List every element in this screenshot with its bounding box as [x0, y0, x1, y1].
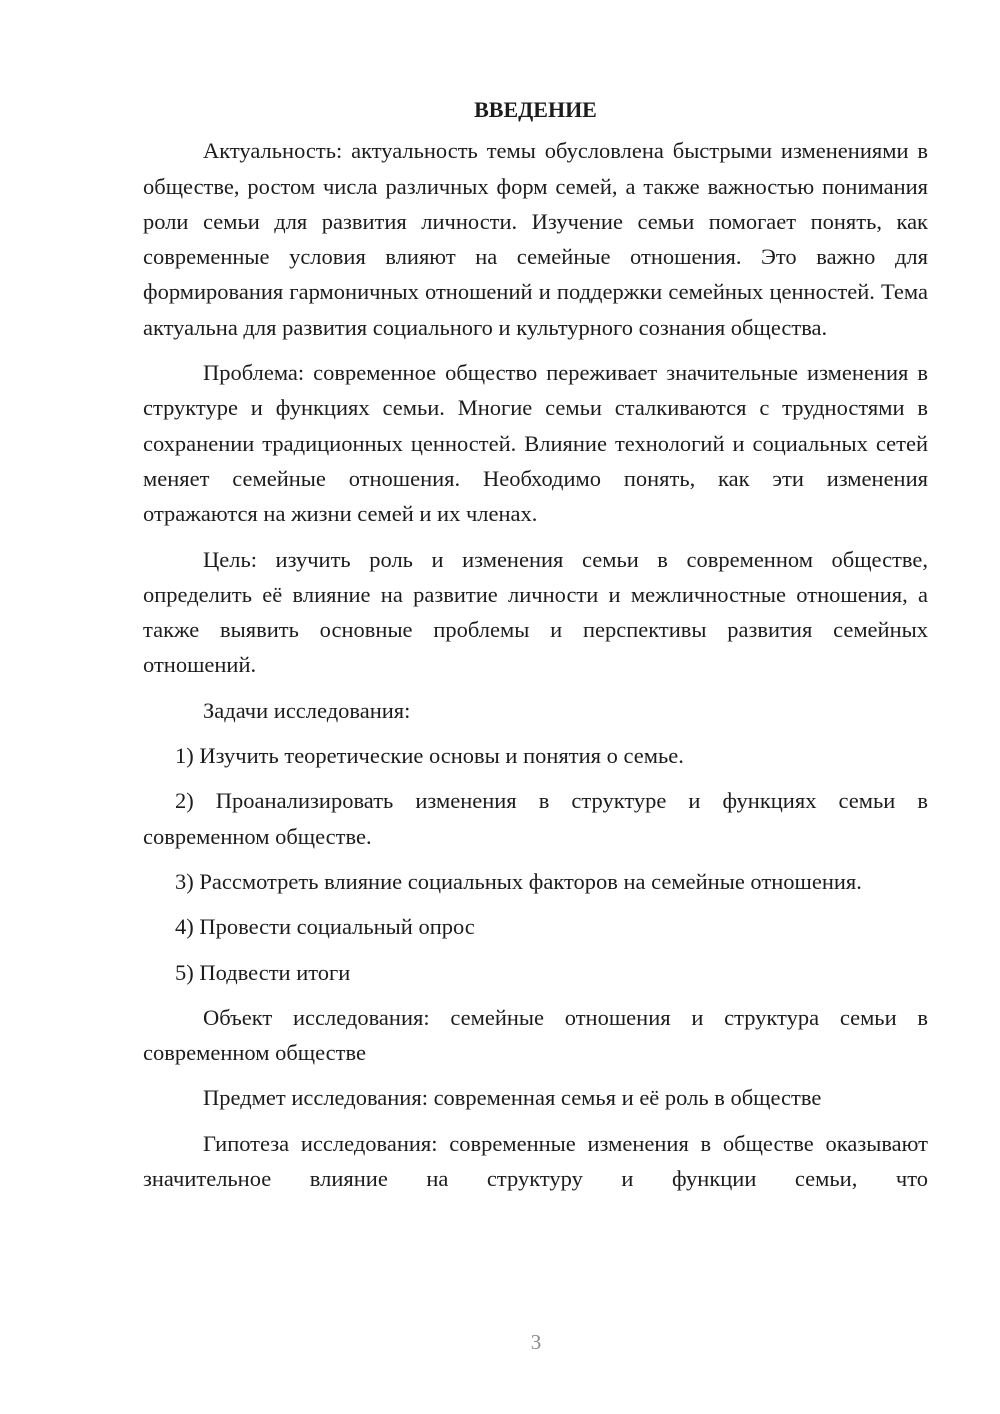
- paragraph-problem: Проблема: современное общество переживает значительные изменения в структуре и функциях семьи. Многие семьи сталкиваются с трудностями в сохранении традиционных ценностей. Влияние технологий и социальных сетей меняет семейные отношения. Необходимо понять, как эти изменения отражаются на жизни семей и их членах.: [143, 360, 928, 527]
- task-item: 3) Рассмотреть влияние социальных факторов на семейные отношения.: [175, 868, 862, 894]
- section-title: ВВЕДЕНИЕ: [474, 97, 597, 122]
- paragraph-object: Объект исследования: семейные отношения и структура семьи в современном обществе: [143, 1004, 928, 1066]
- paragraph-hypothesis: Гипотеза исследования: современные изменения в обществе оказывают значительное влияние на структуру и функции семьи, что: [143, 1130, 928, 1192]
- tasks-heading: Задачи исследования:: [203, 697, 411, 723]
- task-item: 5) Подвести итоги: [175, 959, 351, 985]
- paragraph-goal: Цель: изучить роль и изменения семьи в современном обществе, определить её влияние на развитие личности и межличностные отношения, а также выявить основные проблемы и перспективы развития семейных отношений.: [143, 546, 928, 678]
- task-item: 2) Проанализировать изменения в структуре и функциях семьи в современном обществе.: [143, 788, 928, 849]
- paragraph-subject: Предмет исследования: современная семья и её роль в обществе: [203, 1085, 822, 1111]
- document-page: [143, 92, 928, 1206]
- paragraph-relevance: Актуальность: актуальность темы обусловлена быстрыми изменениями в обществе, ростом числа различных форм семей, а также важностью понимания роли семьи для развития личности. Изучение семьи помогает понять, как современные условия влияют на семейные отношения. Это важно для формирования гармоничных отношений и поддержки семейных ценностей. Тема актуальна для развития социального и культурного сознания общества.: [143, 138, 928, 340]
- task-item: 1) Изучить теоретические основы и понятия о семье.: [175, 743, 684, 769]
- page-number: 3: [530, 1330, 542, 1354]
- task-item: 4) Провести социальный опрос: [175, 914, 475, 940]
